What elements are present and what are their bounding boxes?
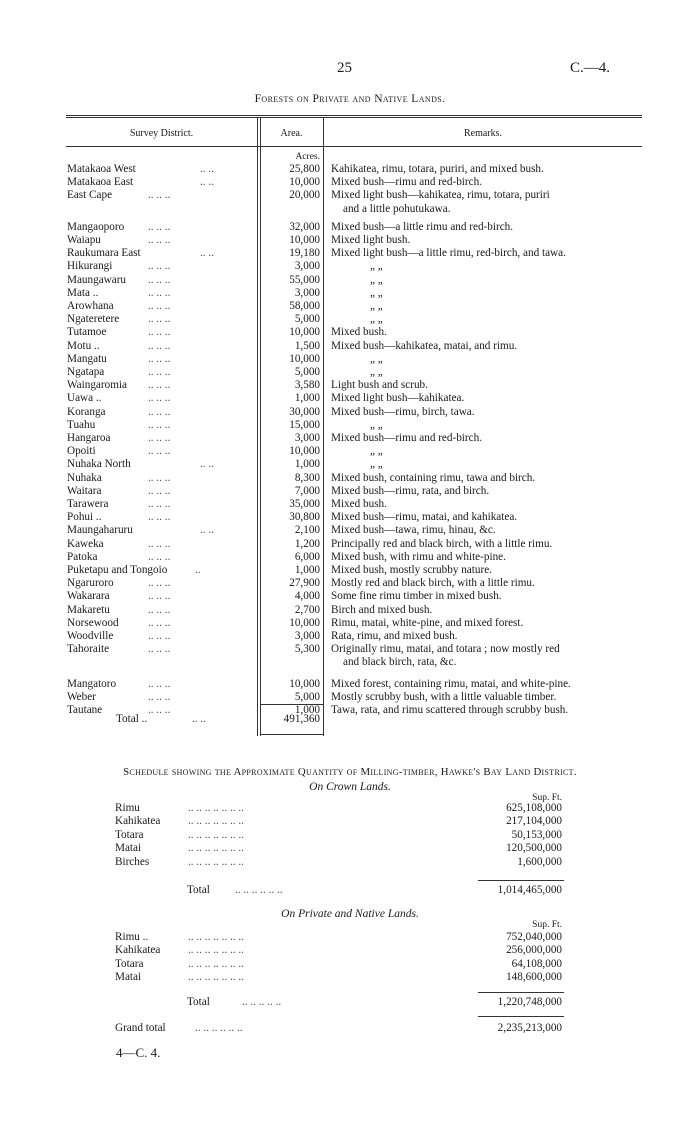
area-value: 5,300 [294,643,320,656]
table-top-rule [66,115,642,116]
area-unit: Acres. [295,152,320,162]
leader-dots: .. .. [200,247,214,260]
table-row [0,300,700,313]
leader-dots: .. .. .. [148,484,171,497]
area-value: 1,000 [294,704,320,716]
remarks-text: Principally red and black birch, with a little rimu. [331,537,553,550]
leader-dots: .. .. .. .. .. .. .. [188,828,244,841]
area-value: 6,000 [294,550,320,563]
header-remarks: Remarks. [463,128,503,139]
timber-quantity: 752,040,000 [506,931,562,943]
survey-district-name: Hangaroa [67,432,111,444]
crown-unit: Sup. Ft. [532,793,562,803]
remarks-text: Kahikatea, rimu, totara, puriri, and mixed bush. [331,163,544,175]
timber-quantity: 1,600,000 [517,855,562,868]
remarks-text: Mixed bush. [331,326,387,339]
table-row [0,189,700,215]
area-value: 15,000 [289,418,320,431]
leader-dots: .. .. .. .. .. .. .. [188,842,244,855]
survey-district-name: Tuahu [67,418,96,431]
area-value: 10,000 [289,352,320,365]
timber-name: Totara [115,957,144,970]
leader-dots: .. .. .. [148,550,171,563]
area-value: 4,000 [294,590,320,603]
area-value: 3,580 [294,379,320,392]
grand-total-label: Grand total [115,1022,166,1034]
table-row [0,221,700,234]
timber-quantity: 148,600,000 [506,971,562,984]
leader-dots: .. .. .. [148,300,171,312]
schedule-row [0,815,700,828]
remarks-text: „ „ [370,352,383,365]
survey-district-name: Tarawera [67,498,109,510]
survey-district-name: Norsewood [67,616,119,629]
area-value: 8,300 [294,471,320,484]
schedule-row [0,856,700,869]
document-reference: C.—4. [570,60,611,76]
leader-dots: .. .. .. [148,220,171,233]
crown-heading: On Crown Lands. [309,781,391,793]
leader-dots: .. .. .. [148,690,171,703]
survey-district-name: East Cape [67,189,113,202]
leader-dots: .. .. .. .. .. .. .. [188,931,244,943]
area-value: 32,000 [289,220,320,233]
leader-dots: .. .. .. [148,313,171,326]
schedule-row [0,944,700,957]
schedule-row [0,829,700,842]
table-row [0,366,700,379]
table-row [0,432,700,445]
leader-dots: .. .. .. [148,405,171,418]
area-value: 1,000 [294,564,320,576]
grand-sum-rule [478,1016,564,1017]
area-value: 25,800 [289,163,320,175]
private-total-label: Total [187,996,210,1008]
leader-dots: .. .. .. [148,445,171,458]
remarks-text: Mixed bush, with rimu and white-pine. [331,550,506,563]
area-value: 2,100 [294,524,320,537]
leader-dots: .. .. .. [148,432,171,444]
remarks-text: Mixed bush—rimu, rata, and birch. [331,484,490,497]
survey-district-name: Nuhaka [67,471,102,484]
area-value: 3,000 [294,432,320,444]
remarks-text: Mixed bush, mostly scrubby nature. [331,564,492,576]
area-value: 3,000 [294,286,320,299]
timber-quantity: 625,108,000 [506,802,562,814]
private-total-value: 1,220,748,000 [497,996,562,1008]
remarks-text: Some fine rimu timber in mixed bush. [331,590,502,603]
private-total-dots: .. .. .. .. .. [242,996,282,1008]
leader-dots: .. .. .. [148,352,171,365]
leader-dots: .. .. .. [148,537,171,550]
survey-district-name: Koranga [67,405,106,418]
leader-dots: .. .. .. [148,511,171,524]
survey-district-name: Ngaruroro [67,577,114,590]
leader-dots: .. .. .. [148,704,171,716]
timber-name: Kahikatea [115,944,161,957]
leader-dots: .. .. .. [148,590,171,603]
header-survey-district: Survey District. [129,128,194,139]
area-value: 3,000 [294,630,320,642]
schedule-row [0,971,700,984]
remarks-text: Mixed light bush—kahikatea. [331,392,465,405]
survey-district-name: Tutamoe [67,326,107,339]
remarks-text: and a little pohutukawa. [343,202,451,215]
total-bottom-rule [260,734,323,735]
table-row [0,287,700,300]
remarks-text: Rata, rimu, and mixed bush. [331,630,458,642]
table-row [0,498,700,511]
total-dots: .. .. [192,713,206,725]
survey-district-name: Mangatu [67,352,107,365]
remarks-text: „ „ [370,273,383,286]
area-value: 58,000 [289,300,320,312]
remarks-text: Mixed light bush—kahikatea, rimu, totara, puriri [331,189,550,202]
table-row [0,564,700,577]
schedule-title: Schedule showing the Approximate Quantity of Milling-timber, Hawke's Bay Land District. [123,766,577,778]
leader-dots: .. .. .. .. .. .. .. [188,971,244,984]
private-heading: On Private and Native Lands. [281,908,419,920]
leader-dots: .. .. .. [148,643,171,656]
table-row [0,247,700,260]
leader-dots: .. .. .. [148,326,171,339]
table-row [0,604,700,617]
leader-dots: .. .. .. [148,339,171,352]
remarks-text: Mixed light bush—a little rimu, red-birch, and tawa. [331,247,566,260]
survey-district-name: Uawa .. [67,392,102,405]
table-row [0,313,700,326]
table-row [0,419,700,432]
timber-name: Rimu [115,802,140,814]
area-value: 2,700 [294,603,320,616]
crown-total-label: Total [187,884,210,896]
remarks-text: „ „ [370,313,383,326]
survey-district-name: Matakaoa West [67,163,136,175]
survey-district-name: Waitara [67,484,102,497]
leader-dots: .. .. .. [148,418,171,431]
leader-dots: .. .. .. .. .. .. .. [188,815,244,828]
survey-district-name: Kaweka [67,537,104,550]
table-row [0,590,700,603]
area-value: 5,000 [294,366,320,378]
survey-district-name: Puketapu and Tongoio [67,564,168,576]
area-value: 5,000 [294,690,320,703]
header-area: Area. [280,128,303,139]
survey-district-name: Waiapu [67,234,101,246]
leader-dots: .. .. .. [148,677,171,690]
area-value: 19,180 [289,247,320,260]
remarks-text: Mixed bush—rimu, birch, tawa. [331,405,475,418]
area-value: 3,000 [294,260,320,273]
area-value: 30,800 [289,511,320,524]
survey-district-name: Mangaoporo [67,220,125,233]
remarks-text: Mostly scrubby bush, with a little valuable timber. [331,690,557,703]
leader-dots: .. .. .. .. .. .. .. [188,944,244,957]
leader-dots: .. .. .. [148,234,171,246]
table-row [0,691,700,704]
table-row [0,458,700,471]
crown-total-dots: .. .. .. .. .. .. [235,884,283,896]
timber-name: Rimu .. [115,931,149,943]
leader-dots: .. [195,564,201,576]
remarks-text: „ „ [370,286,383,299]
private-unit: Sup. Ft. [532,920,562,930]
area-value: 1,000 [294,392,320,405]
total-value: 491,360 [283,713,320,725]
timber-name: Kahikatea [115,815,161,828]
leader-dots: .. .. .. [148,392,171,405]
survey-district-name: Mangatoro [67,677,117,690]
table-row [0,234,700,247]
remarks-text: „ „ [370,445,383,458]
timber-name: Matai [115,971,142,984]
table-row [0,406,700,419]
timber-name: Totara [115,828,144,841]
schedule-row [0,958,700,971]
leader-dots: .. .. .. [148,471,171,484]
crown-sum-rule [478,880,564,881]
survey-district-name: Maungaharuru [67,524,133,537]
table-row [0,551,700,564]
area-value: 7,000 [294,484,320,497]
survey-district-name: Patoka [67,550,98,563]
remarks-text: „ „ [370,300,383,312]
area-value: 55,000 [289,273,320,286]
leader-dots: .. .. .. [148,273,171,286]
timber-quantity: 64,108,000 [511,957,562,970]
remarks-text: Mixed bush—a little rimu and red-birch. [331,220,514,233]
remarks-text: Birch and mixed bush. [331,603,433,616]
area-value: 1,000 [294,458,320,471]
leader-dots: .. .. .. [148,616,171,629]
schedule-row [0,842,700,855]
leader-dots: .. .. [200,524,214,537]
crown-total-value: 1,014,465,000 [497,884,562,896]
leader-dots: .. .. .. [148,577,171,590]
area-value: 10,000 [289,326,320,339]
page-number: 25 [337,60,352,76]
survey-district-name: Matakaoa East [67,176,134,189]
leader-dots: .. .. .. [148,260,171,273]
survey-district-name: Waingaromia [67,379,127,392]
survey-district-name: Makaretu [67,603,110,616]
remarks-text: Originally rimu, matai, and totara ; now mostly red [331,643,560,656]
table-row [0,678,700,691]
survey-district-name: Maungawaru [67,273,127,286]
leader-dots: .. .. .. .. .. .. .. [188,957,244,970]
table-row [0,392,700,405]
table-title: Forests on Private and Native Lands. [254,93,446,105]
leader-dots: .. .. [200,176,214,189]
remarks-text: Mixed bush—tawa, rimu, hinau, &c. [331,524,496,537]
area-value: 1,200 [294,537,320,550]
survey-district-name: Arowhana [67,300,114,312]
area-value: 20,000 [289,189,320,202]
remarks-text: Mixed bush—rimu and red-birch. [331,432,482,444]
area-value: 10,000 [289,677,320,690]
survey-district-name: Ngatapa [67,366,105,378]
schedule-row [0,931,700,944]
survey-district-name: Nuhaka North [67,458,131,471]
table-top-rule-2 [66,117,642,118]
table-row [0,524,700,537]
survey-district-name: Hikurangi [67,260,113,273]
survey-district-name: Pohui .. [67,511,102,524]
area-value: 5,000 [294,313,320,326]
timber-quantity: 50,153,000 [511,828,562,841]
leader-dots: .. .. .. [148,603,171,616]
area-value: 27,900 [289,577,320,590]
private-total-row [0,996,700,1009]
leader-dots: .. .. .. [148,366,171,378]
remarks-text: „ „ [370,260,383,273]
table-row [0,176,700,189]
total-label: Total .. [116,713,148,725]
leader-dots: .. .. .. [148,630,171,642]
footer-signature: 4—C. 4. [116,1045,161,1060]
table-header-rule [66,146,642,147]
grand-total-row [0,1022,700,1035]
survey-district-name: Opoiti [67,445,96,458]
total-row [0,713,700,726]
area-value: 10,000 [289,176,320,189]
table-row [0,326,700,339]
table-row [0,445,700,458]
remarks-text: Mixed bush. [331,498,387,510]
area-value: 1,500 [294,339,320,352]
timber-quantity: 256,000,000 [506,944,562,957]
remarks-text: Mixed bush—kahikatea, matai, and rimu. [331,339,518,352]
remarks-text: Mixed bush, containing rimu, tawa and birch. [331,471,536,484]
survey-district-name: Wakarara [67,590,110,603]
leader-dots: .. .. [200,163,214,175]
grand-total-value: 2,235,213,000 [497,1022,562,1034]
table-row [0,340,700,353]
table-row [0,485,700,498]
area-value: 10,000 [289,234,320,246]
remarks-text: „ „ [370,418,383,431]
table-row [0,538,700,551]
timber-quantity: 217,104,000 [506,815,562,828]
table-row [0,577,700,590]
schedule-row [0,802,700,815]
table-row [0,617,700,630]
leader-dots: .. .. .. .. .. .. .. [188,802,244,814]
table-row [0,163,700,176]
remarks-text: Mostly red and black birch, with a little rimu. [331,577,535,590]
timber-name: Birches [115,855,150,868]
timber-quantity: 120,500,000 [506,842,562,855]
table-row [0,472,700,485]
remarks-text: Mixed light bush. [331,234,411,246]
leader-dots: .. .. .. .. .. .. .. [188,855,244,868]
remarks-text: Rimu, matai, white-pine, and mixed forest. [331,616,524,629]
survey-district-name: Mata .. [67,286,99,299]
table-row [0,511,700,524]
survey-district-name: Weber [67,690,96,703]
table-row [0,274,700,287]
remarks-text: Mixed bush—rimu and red-birch. [331,176,482,189]
area-value: 10,000 [289,616,320,629]
survey-district-name: Tahoraite [67,643,110,656]
area-value: 10,000 [289,445,320,458]
leader-dots: .. .. .. [148,286,171,299]
table-row [0,643,700,669]
table-row [0,630,700,643]
leader-dots: .. .. .. [148,498,171,510]
area-value: 30,000 [289,405,320,418]
table-row [0,353,700,366]
remarks-text: and black birch, rata, &c. [343,656,457,669]
survey-district-name: Motu .. [67,339,100,352]
survey-district-name: Woodville [67,630,114,642]
survey-district-name: Tautane [67,704,103,716]
remarks-text: Mixed bush—rimu, matai, and kahikatea. [331,511,518,524]
private-sum-rule [478,992,564,993]
table-row [0,379,700,392]
remarks-text: „ „ [370,366,383,378]
leader-dots: .. .. [200,458,214,471]
remarks-text: Light bush and scrub. [331,379,428,392]
table-row [0,260,700,273]
timber-name: Matai [115,842,142,855]
grand-total-dots: .. .. .. .. .. .. [195,1022,243,1034]
survey-district-name: Ngateretere [67,313,120,326]
remarks-text: Mixed forest, containing rimu, matai, and white-pine. [331,677,571,690]
leader-dots: .. .. .. [148,379,171,392]
crown-total-row [0,884,700,897]
survey-district-name: Raukumara East [67,247,141,260]
leader-dots: .. .. .. [148,189,171,202]
remarks-text: Tawa, rata, and rimu scattered through scrubby bush. [331,704,569,716]
area-value: 35,000 [289,498,320,510]
remarks-text: „ „ [370,458,383,471]
